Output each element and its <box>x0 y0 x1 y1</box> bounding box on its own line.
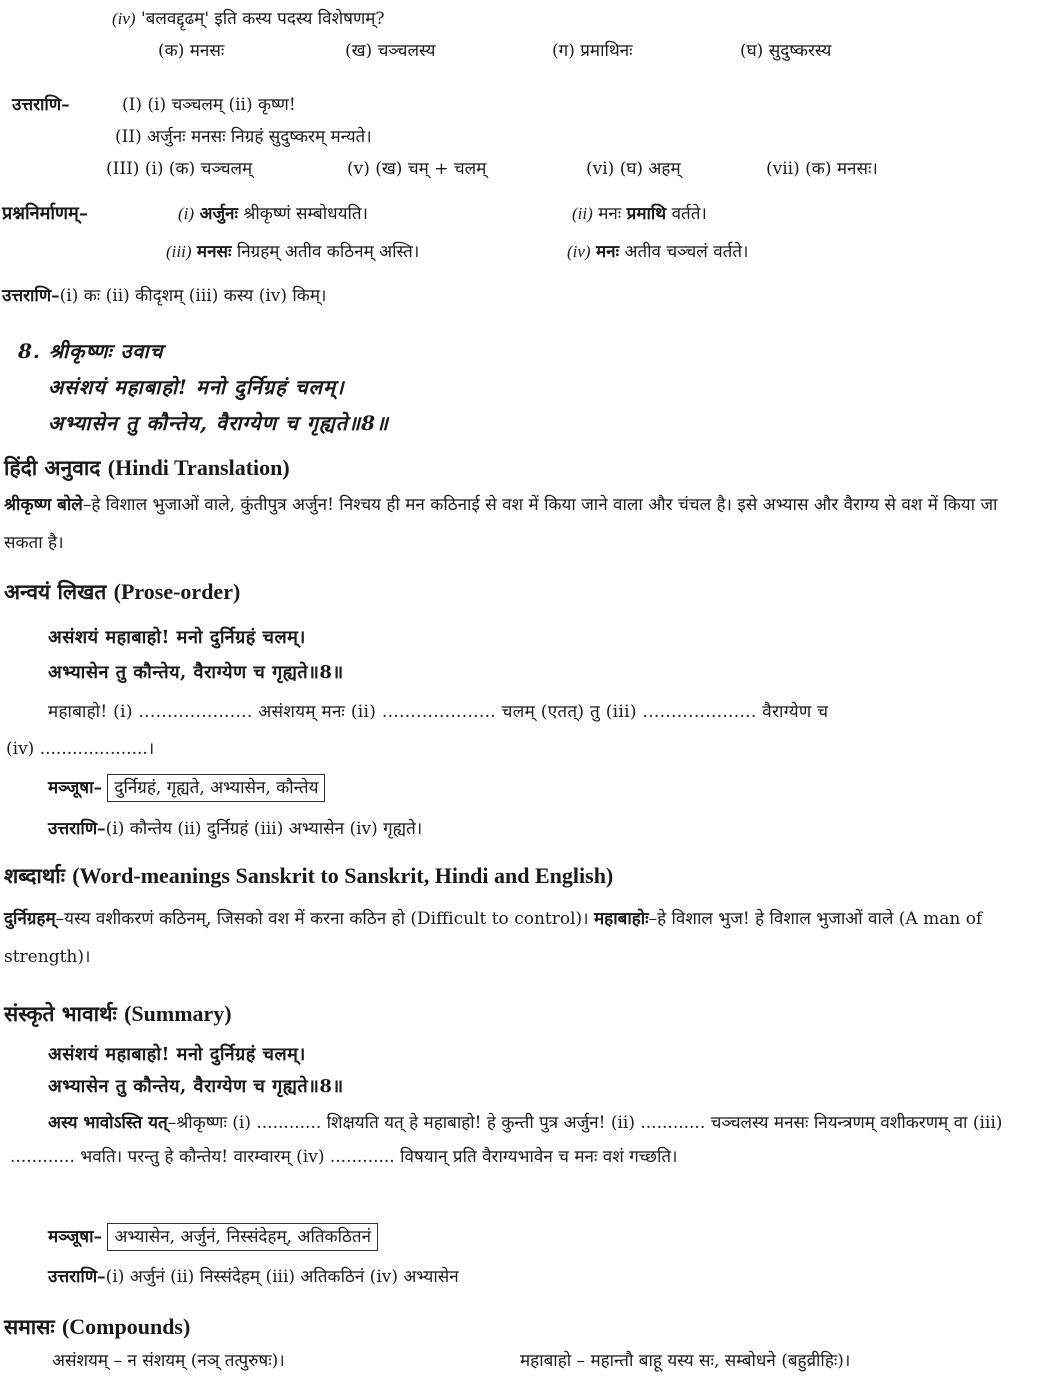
prashna-answers: उत्तराणि–(i) कः (ii) कीदृशम् (iii) कस्य (iv) किम्। <box>2 286 327 306</box>
prashna-item-2: (ii) मनः प्रमाथि वर्तते। <box>572 204 707 224</box>
answer-III-3: (vi) (घ) अहम् <box>586 159 681 179</box>
section-heading-anvaya: अन्वयं लिखत (Prose-order) <box>4 579 241 604</box>
answer-II: (II) अर्जुनः मनसः निग्रहं सुदुष्करम् मन्यते। <box>115 127 372 147</box>
prashna-label: प्रश्ननिर्माणम्– <box>2 203 88 224</box>
prashna-item-3: (iii) मनसः निग्रहम् अतीव कठिनम् अस्ति। <box>166 242 420 262</box>
section-heading-shabdartha: शब्दार्थाः (Word-meanings Sanskrit to Sanskrit, Hindi and English) <box>4 863 614 888</box>
anvaya-verse-line-1: असंशयं महाबाहो! मनो दुर्निग्रहं चलम्। <box>48 627 306 648</box>
answer-III-1: (III) (i) (क) चञ्चलम् <box>106 159 253 179</box>
answer-I: (I) (i) चञ्चलम् (ii) कृष्ण! <box>122 95 296 115</box>
manjusha-box: दुर्निग्रहं, गृह्यते, अभ्यासेन, कौन्तेय <box>107 774 325 802</box>
answer-III-4: (vii) (क) मनसः। <box>766 159 878 179</box>
section-heading-bhavartha: संस्कृते भावार्थः (Summary) <box>4 1001 232 1026</box>
question-text: 'बलवद्दृढम्' इति कस्य पदस्य विशेषणम्? <box>141 9 385 29</box>
verse-title: 8. श्रीकृष्णः उवाच <box>18 339 164 363</box>
question-iv <box>112 8 385 30</box>
compound-1: असंशयम् – न संशयम् (नञ् तत्पुरुषः)। <box>52 1351 285 1371</box>
section-heading-hindi: हिंदी अनुवाद (Hindi Translation) <box>4 455 290 480</box>
bhavartha-text: अस्य भावोऽस्ति यत्–श्रीकृष्णः (i) ............ शिक्षयति यत् हे महाबाहो! हे कुन्ती पुत्र अर्जुन! (ii) ............ चञ्चलस्य मनसः नियन्त्रणम् वशीकरणम् वा (iii) ............ भवति। परन्तु हे कौन्तेय! वारम्वारम् (iv) ............ विषयान् प्रति वैराग्यभावेन च मनः वशं गच्छति। <box>10 1113 1003 1167</box>
option-gha: (घ) सुदुष्करस्य <box>740 41 832 61</box>
compound-2: महाबाहो – महान्तौ बाहू यस्य सः, सम्बोधने (बहुव्रीहिः)। <box>520 1351 851 1371</box>
word-meanings-text: दुर्निग्रहम्–यस्य वशीकरणं कठिनम्, जिसको वश में करना कठिन हो (Difficult to control)। महाबाहोः–हे विशाल भुज! हे विशाल भुजाओं वाले (A man of strength)। <box>4 909 983 967</box>
option-ka: (क) मनसः <box>158 41 225 61</box>
bhavartha-verse-line-1: असंशयं महाबाहो! मनो दुर्निग्रहं चलम्। <box>48 1044 306 1065</box>
anvaya-manjusha: मञ्जूषा– दुर्निग्रहं, गृह्यते, अभ्यासेन, कौन्तेय <box>48 774 325 802</box>
hindi-translation-text: श्रीकृष्ण बोले–हे विशाल भुजाओं वाले, कुंतीपुत्र अर्जुन! निश्चय ही मन कठिनाई से वश में किया जाने वाला और चंचल है। इसे अभ्यास और वैराग्य से वश में किया जा सकता है। <box>4 495 998 553</box>
question-number: (iv) <box>112 9 136 28</box>
anvaya-fill-line-2: (iv) ....................। <box>6 739 155 759</box>
manjusha-box-2: अभ्यासेन, अर्जुनं, निस्संदेहम्, अतिकठितनं <box>107 1223 378 1251</box>
anvaya-fill-line-1: महाबाहो! (i) .................... असंशयम् मनः (ii) .................... चलम् (एतत्) तु (iii) .................... वैराग्येण च <box>48 702 829 722</box>
section-heading-samasa: समासः (Compounds) <box>4 1314 191 1339</box>
bhavartha-manjusha: मञ्जूषा– अभ्यासेन, अर्जुनं, निस्संदेहम्, अतिकठितनं <box>48 1223 378 1251</box>
bhavartha-answers: उत्तराणि–(i) अर्जुनं (ii) निस्संदेहम् (iii) अतिकठिनं (iv) अभ्यासेन <box>48 1267 459 1287</box>
verse-line-1: असंशयं महाबाहो! मनो दुर्निग्रहं चलम्। <box>48 375 345 399</box>
bhavartha-verse-line-2: अभ्यासेन तु कौन्तेय, वैराग्येण च गृह्यते॥8॥ <box>48 1076 344 1097</box>
prashna-item-4: (iv) मनः अतीव चञ्चलं वर्तते। <box>567 242 749 262</box>
option-kha: (ख) चञ्चलस्य <box>345 41 436 61</box>
anvaya-answers: उत्तराणि–(i) कौन्तेय (ii) दुर्निग्रहं (iii) अभ्यासेन (iv) गृह्यते। <box>48 819 423 839</box>
option-ga: (ग) प्रमाथिनः <box>552 41 633 61</box>
answer-III-2: (v) (ख) चम् + चलम् <box>347 159 487 179</box>
prashna-item-1: (i) अर्जुनः श्रीकृष्णं सम्बोधयति। <box>178 204 368 224</box>
answers-label: उत्तराणि– <box>12 95 70 115</box>
verse-line-2: अभ्यासेन तु कौन्तेय, वैराग्येण च गृह्यते॥8॥ <box>48 411 390 435</box>
anvaya-verse-line-2: अभ्यासेन तु कौन्तेय, वैराग्येण च गृह्यते॥8॥ <box>48 662 344 683</box>
